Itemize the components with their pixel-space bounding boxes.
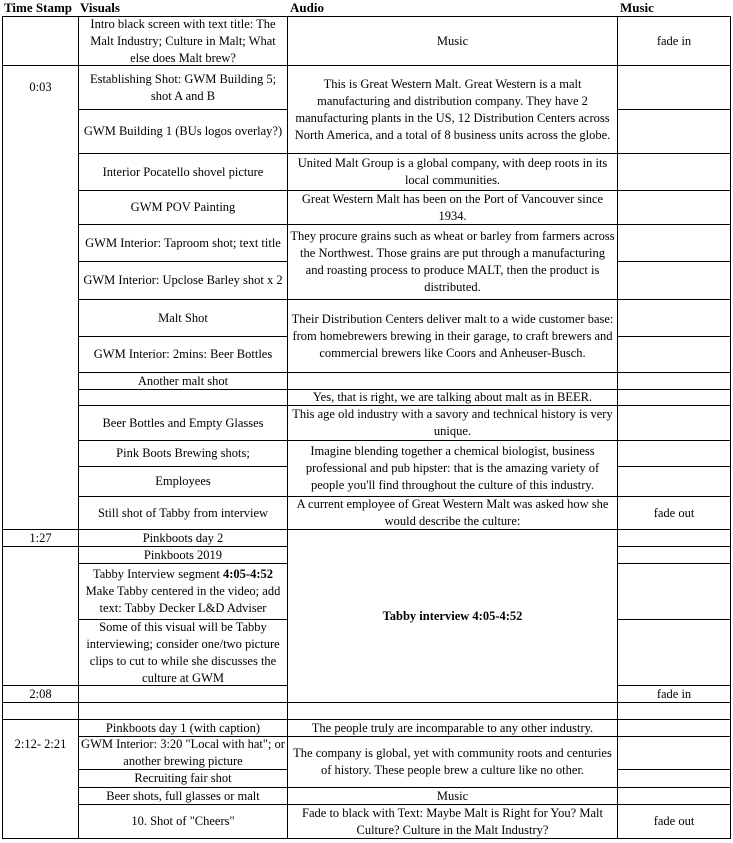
visual-cell: Malt Shot [158,310,208,325]
audio-cell: A current employee of Great Western Malt was asked how she would describe the culture: [296,497,609,528]
audio-cell: Their Distribution Centers deliver malt to a wide customer base: from homebrewers brewing in their garage, to craft brewers and commercial brewers like Coors and Anheuser-Busch. [291,311,614,360]
timestamp-cell: 2:08 [29,686,52,701]
audio-cell: The company is global, yet with community roots and centuries of history. These people brew a culture like no other. [293,746,612,777]
audio-cell: The people truly are incomparable to any other industry. [311,720,594,735]
audio-cell: United Malt Group is a global company, with deep roots in its local communities. [297,156,608,187]
visual-cell [79,564,287,619]
audio-cell: Music [436,788,469,803]
visual-cell: Interior Pocatello shovel picture [102,164,264,179]
audio-cell: Music [436,33,469,48]
script-table [2,16,731,839]
visual-cell: Some of this visual will be Tabby interviewing; consider one/two picture clips to cut to while she discusses the culture at GWM [86,619,280,685]
visual-cell: GWM Interior: Taproom shot; text title [85,235,281,250]
visual-cell: Beer shots, full glasses or malt [106,788,260,803]
music-cell: fade in [656,33,692,48]
visual-text: Tabby Interview segment [93,567,223,581]
visual-cell: Another malt shot [137,373,229,388]
visual-cell: Pinkboots day 1 (with caption) [105,720,261,735]
table-border-right [730,16,731,839]
visual-cell: Still shot of Tabby from interview [97,505,269,520]
audio-cell: Great Western Malt has been on the Port of Vancouver since 1934. [301,191,604,223]
visual-cell: Pinkboots 2019 [143,547,223,562]
header-time-stamp: Time Stamp [4,0,73,15]
visual-cell: GWM Building 1 (BUs logos overlay?) [83,124,283,138]
audio-cell: This is Great Western Malt. Great Western is a malt manufacturing and distribution company. They have 2 manufacturing plants in the US, 12 Distribution Centers across North America, and a total of 8 business units across the globe. [294,76,611,142]
visual-cell: Pink Boots Brewing shots; [116,446,250,460]
audio-cell: Fade to black with Text: Maybe Malt is Right for You? Malt Culture? Culture in the Malt Industry? [302,805,603,837]
visual-cell: GWM Interior: 3:20 "Local with hat"; or another brewing picture [81,737,285,768]
audio-cell: This age old industry with a savory and technical history is very unique. [292,407,613,438]
visual-cell: GWM Interior: 2mins: Beer Bottles [93,347,273,361]
visual-text: Make Tabby centered in the video; add text: Tabby Decker L&D Adviser [85,584,281,615]
audio-cell: Imagine blending together a chemical biologist, business professional and pub hipster: that is the amazing variety of people you'll find throughout the culture of this industry. [305,444,600,492]
audio-cell: They procure grains such as wheat or barley from farmers across the Northwest. Those grains are put through a manufacturing and roasting process to produce MALT, then the product is distributed. [290,229,615,294]
music-cell: fade in [656,686,692,701]
visual-cell: Intro black screen with text title: The Malt Industry; Culture in Malt; What else does Malt brew? [90,16,276,65]
music-cell: fade out [653,505,695,520]
timestamp-cell: 0:03 [29,80,52,94]
visual-cell: Recruiting fair shot [134,771,232,785]
visual-text-bold: 4:05-4:52 [223,567,273,581]
header-audio: Audio [290,0,324,15]
table-border-left [2,16,3,839]
audio-cell-interview: Tabby interview 4:05-4:52 [382,608,523,623]
column-divider-audio [617,16,618,839]
visual-cell: 10. Shot of "Cheers" [131,814,235,828]
visual-cell: Employees [155,474,211,488]
visual-cell: GWM POV Painting [130,200,236,214]
visual-cell: GWM Interior: Upclose Barley shot x 2 [83,273,283,287]
audio-cell: Yes, that is right, we are talking about malt as in BEER. [312,390,593,404]
visual-cell: Pinkboots day 2 [142,530,224,545]
music-cell: fade out [653,814,695,828]
visual-cell: Beer Bottles and Empty Glasses [102,415,264,430]
timestamp-cell: 2:12- 2:21 [14,737,67,751]
timestamp-cell: 1:27 [29,530,52,545]
header-music: Music [620,0,654,15]
header-visuals: Visuals [80,0,120,15]
visual-cell: Establishing Shot: GWM Building 5; shot A and B [89,71,277,103]
